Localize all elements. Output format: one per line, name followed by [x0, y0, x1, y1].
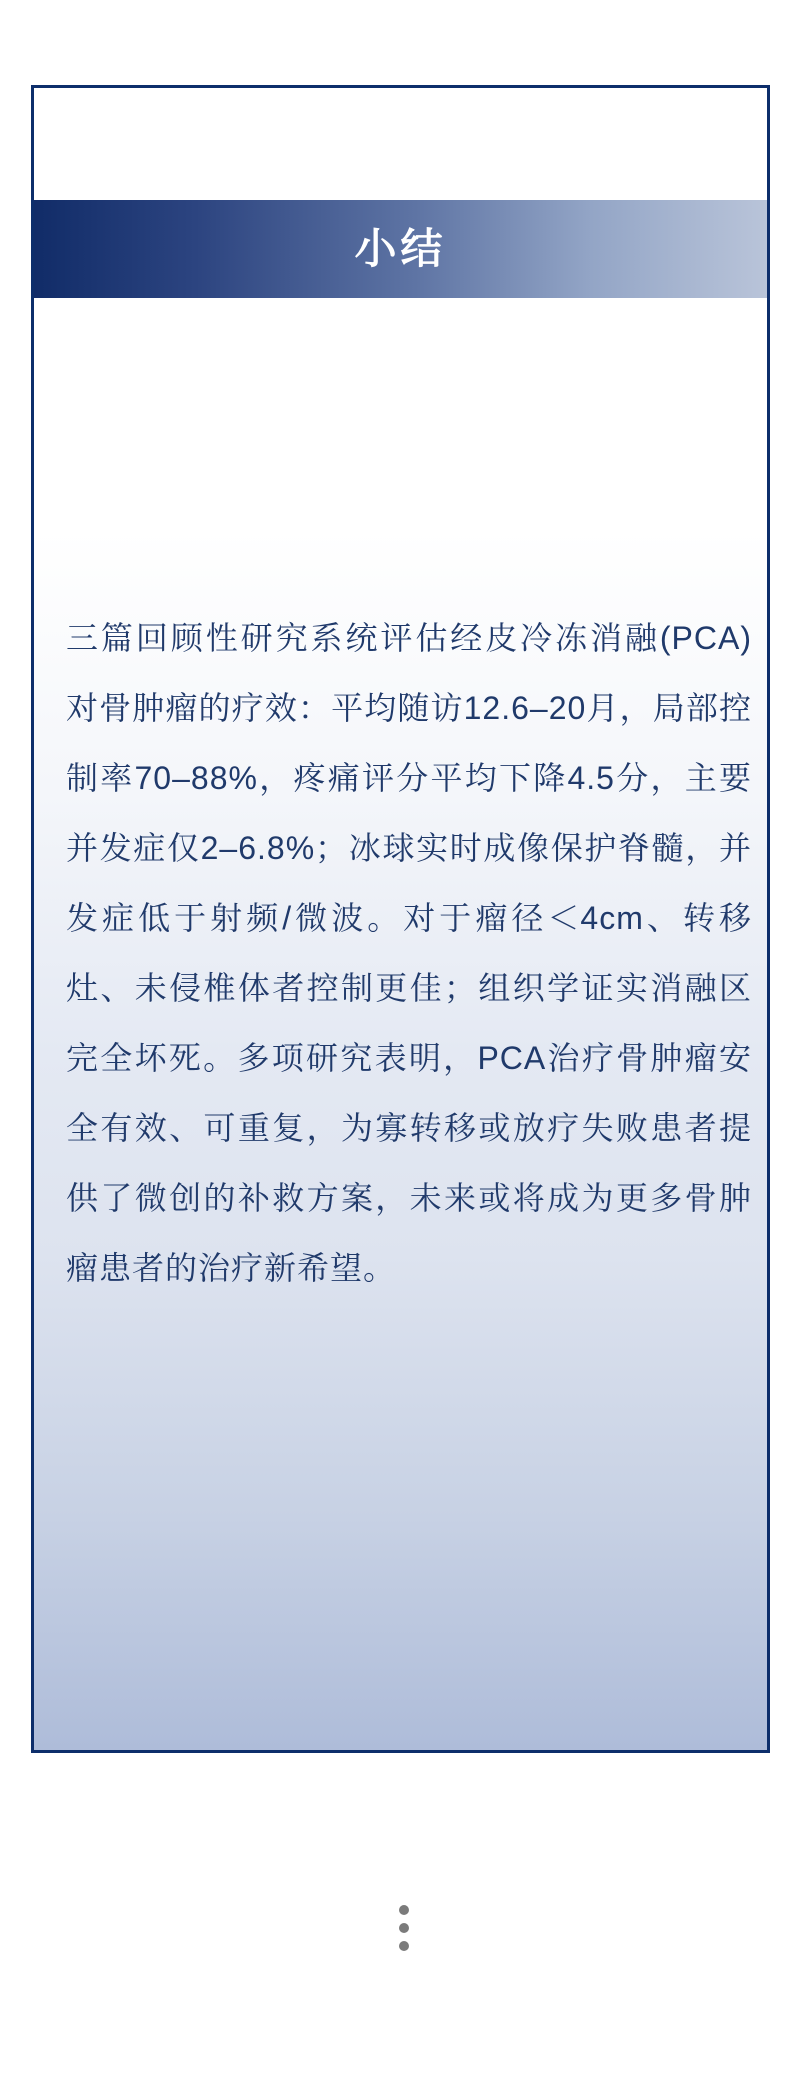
card-top-spacer: [34, 88, 767, 200]
card-header-bar: [34, 200, 767, 298]
ellipsis-dot: [399, 1923, 409, 1933]
summary-paragraph: 三篇回顾性研究系统评估经皮冷冻消融(PCA)对骨肿瘤的疗效：平均随访12.6–20月，局部控制率70–88%，疼痛评分平均下降4.5分，主要并发症仅2–6.8%；冰球实时成像保护脊髓，并发症低于射频/微波。对于瘤径＜4cm、转移灶、未侵椎体者控制更佳；组织学证实消融区完全坏死。多项研究表明，PCA治疗骨肿瘤安全有效、可重复，为寡转移或放疗失败患者提供了微创的补救方案，未来或将成为更多骨肿瘤患者的治疗新希望。: [66, 620, 752, 1286]
ellipsis-dot: [399, 1905, 409, 1915]
card-body: [34, 298, 767, 1750]
vertical-ellipsis-icon: [399, 1905, 409, 1951]
ellipsis-dot: [399, 1941, 409, 1951]
summary-card: [31, 85, 770, 1753]
card-title: 小结: [354, 225, 447, 272]
